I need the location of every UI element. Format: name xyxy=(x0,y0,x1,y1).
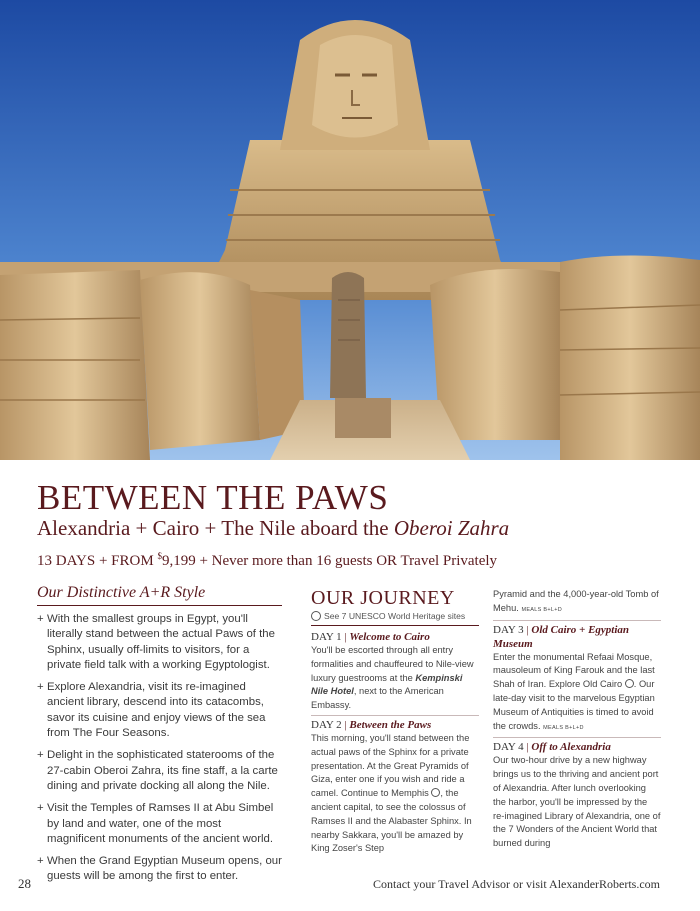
style-list xyxy=(37,612,282,885)
day-separator: | xyxy=(526,741,529,754)
trip-meta xyxy=(37,546,497,571)
day-2-heading xyxy=(311,718,479,732)
list-item-text: With the smallest groups in Egypt, you'll literally stand between the actual Paws of the Sphinx, usually off-limits to visitors, for a private field talk with a working Egyptologist. xyxy=(47,613,275,671)
unesco-icon xyxy=(625,679,634,688)
day-label: DAY 2 xyxy=(311,718,342,731)
list-item xyxy=(37,854,282,885)
day-name: Off to Alexandria xyxy=(531,741,611,754)
plus-icon: + xyxy=(37,613,44,625)
day-separator: | xyxy=(344,718,347,731)
journey-heading: OUR JOURNEY xyxy=(311,587,455,609)
day-3-heading xyxy=(493,623,661,651)
day-3-text xyxy=(493,651,661,739)
subtitle-main: Alexandria + Cairo + The Nile aboard the xyxy=(37,516,394,540)
list-item-text: Delight in the sophisticated staterooms of the 27-cabin Oberoi Zahra, its fine staff, a la carte dining and private docking all along the Nile. xyxy=(47,749,278,792)
unesco-icon xyxy=(311,611,321,621)
day-text-part: Pyramid and the 4,000-year-old Tomb of Mehu. xyxy=(493,589,659,613)
style-heading: Our Distinctive A+R Style xyxy=(37,583,282,606)
day-text-part: , next to the American Embassy. xyxy=(311,686,444,711)
meals-badge: MEALS B+L+D xyxy=(543,724,584,731)
plus-icon: + xyxy=(37,802,44,815)
page-title: BETWEEN THE PAWS xyxy=(37,478,389,517)
day-separator: | xyxy=(526,623,529,636)
day-separator: | xyxy=(344,631,347,643)
day-label: DAY 4 xyxy=(493,741,524,754)
unesco-note-text: See 7 UNESCO World Heritage sites xyxy=(324,611,466,621)
meta-days: 13 DAYS + FROM xyxy=(37,553,158,569)
journey-section xyxy=(311,586,479,860)
day-text-part: Our two-hour drive by a new highway brings us to the thriving and ancient port of Alexandria. After lunch overlooking the harbor, you'll be impressed by the re-imagined Library of Alexandria, one of the 7 Wonders of the Ancient World that burned during xyxy=(493,755,661,849)
meta-rest: + Never more than 16 guests xyxy=(195,553,377,569)
list-item-text: Visit the Temples of Ramses II at Abu Simbel by land and water, one of the most magnificent monuments of the ancient world. xyxy=(47,802,274,845)
meta-price: 9,199 xyxy=(161,553,196,569)
day-name: Old Cairo + Egyptian Museum xyxy=(493,623,630,650)
unesco-note xyxy=(311,610,479,626)
day-text-part: Enter the monumental Refaai Mosque, mausoleum of King Farouk and the last Shah of Iran. Explore Old Cairo xyxy=(493,651,655,690)
day-name: Welcome to Cairo xyxy=(349,631,430,643)
plus-icon: + xyxy=(37,855,44,868)
day-name: Between the Paws xyxy=(349,718,432,731)
trip-subtitle xyxy=(37,515,509,541)
day-1-heading xyxy=(311,630,479,644)
day-label: DAY 1 xyxy=(311,631,342,643)
day-label: DAY 3 xyxy=(493,623,524,636)
day-text-part: This morning, you'll stand between the actual paws of the Sphinx for a private presentation. At the Great Pyramids of Giza, enter one if you wish and ride a camel. Continue to Memphis xyxy=(311,732,470,799)
plus-icon: + xyxy=(37,681,44,694)
hotel-name: Kempinski Nile Hotel xyxy=(311,672,463,697)
style-section xyxy=(37,583,282,892)
list-item xyxy=(37,801,282,847)
meta-currency: $ xyxy=(157,551,162,561)
day-text-part: You'll be escorted through all entry formalities and chauffeured to Nile-view luxury guestrooms at the xyxy=(311,645,474,683)
journey-section-continued xyxy=(493,588,661,855)
list-item-text: When the Grand Egyptian Museum opens, our guests will be among the first to enter. xyxy=(47,855,282,883)
day-2-text xyxy=(311,732,479,858)
list-item xyxy=(37,748,282,794)
day-text-part: . Our late-day visit to the marvelous Egyptian Museum of Antiquities is timed to avoid the crowds. xyxy=(493,679,655,731)
day-text-part: , the ancient capital, to see the colossus of Ramses II and the Alabaster Sphinx. In nearby Sakkara, you'll be amazed by King Zoser's Step xyxy=(311,788,472,854)
meta-or: OR xyxy=(376,553,398,569)
list-item xyxy=(37,680,282,741)
meta-private: Travel Privately xyxy=(397,553,498,569)
day-2-text-continued xyxy=(493,588,661,621)
day-4-text xyxy=(493,754,661,853)
subtitle-ship-name: Oberoi Zahra xyxy=(393,516,510,540)
page-number: 28 xyxy=(18,876,31,891)
footer-contact: Contact your Travel Advisor or visit AlexanderRoberts.com xyxy=(373,877,660,891)
list-item xyxy=(37,612,282,673)
day-1-text xyxy=(311,644,479,716)
list-item-text: Explore Alexandria, visit its re-imagined ancient library, descend into its catacombs, savor its cuisine and enjoy views of the sea from The Four Seasons. xyxy=(47,681,266,740)
meals-badge: MEALS B+L+D xyxy=(521,606,563,613)
plus-icon: + xyxy=(37,749,44,762)
day-4-heading xyxy=(493,740,661,754)
